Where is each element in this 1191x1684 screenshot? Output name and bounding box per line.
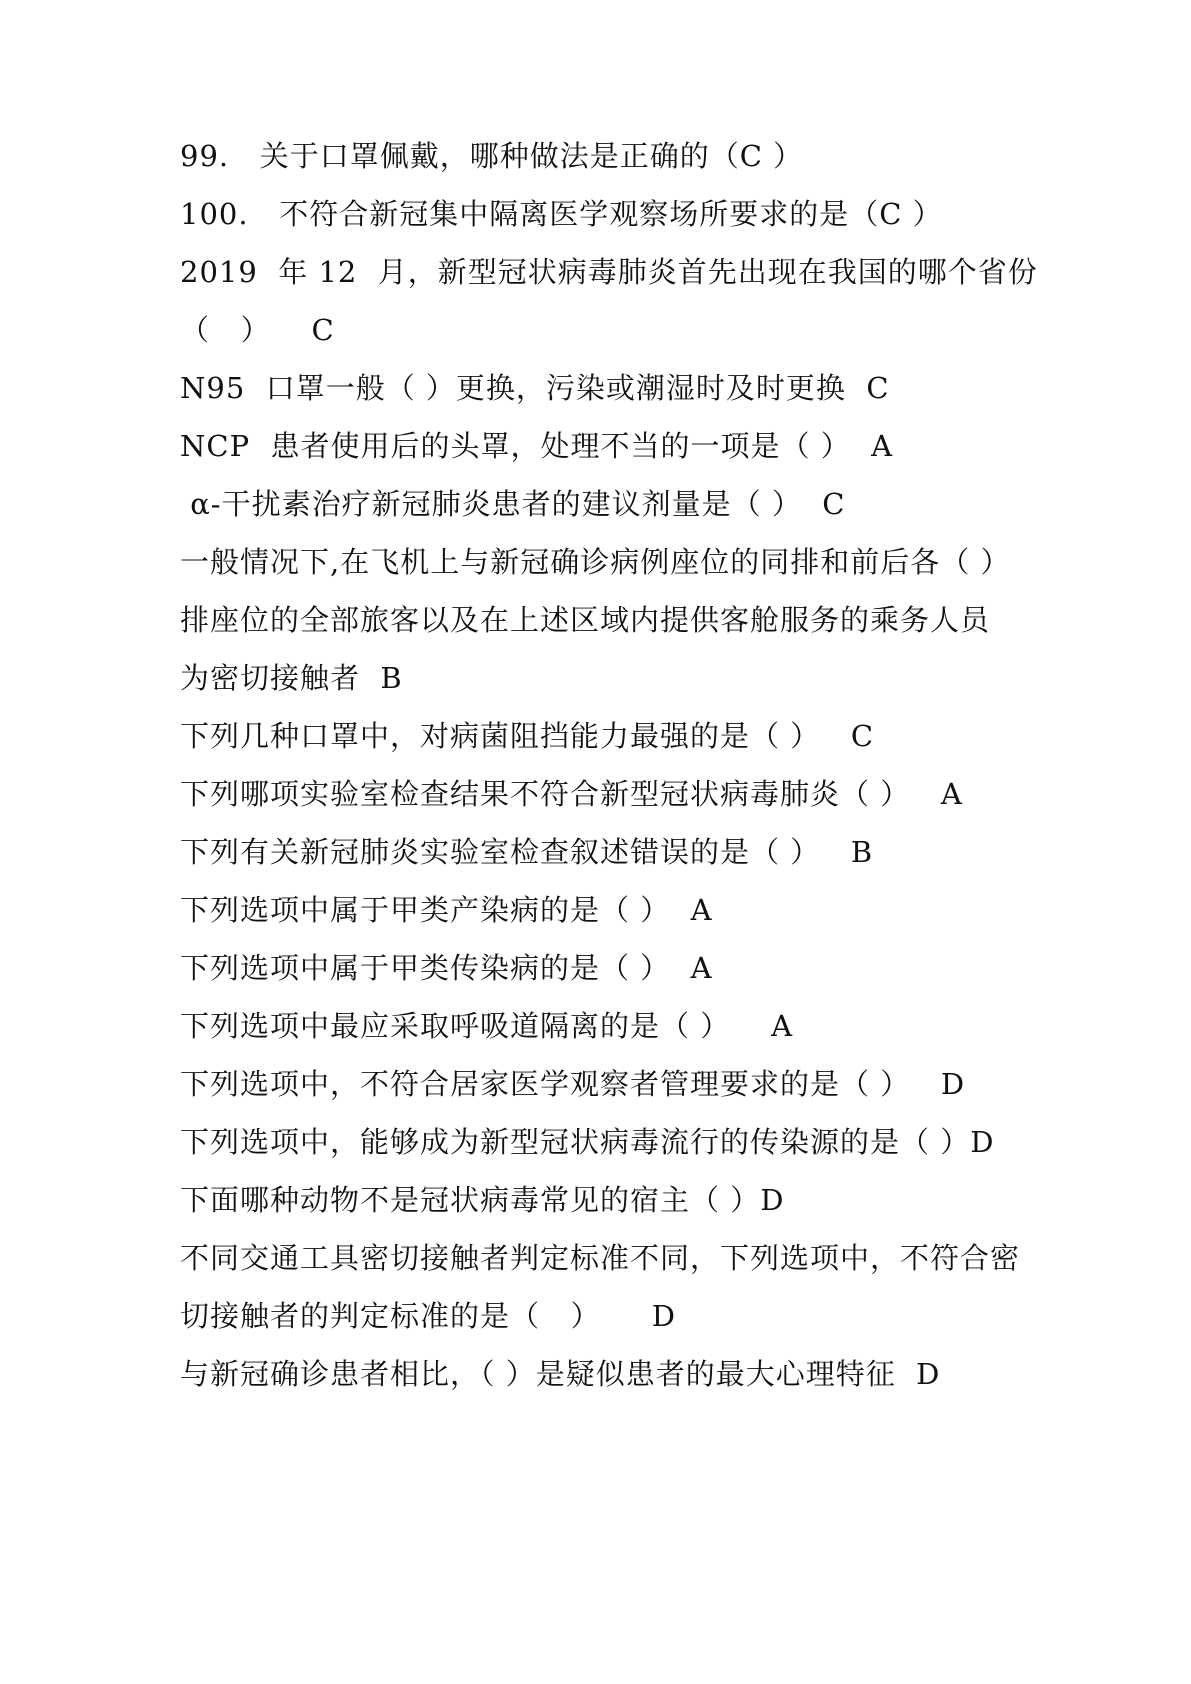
- question-class-a-disease-1: 下列选项中属于甲类产染病的是（ ） A: [180, 893, 713, 927]
- question-suspected-patient-psychology: 与新冠确诊患者相比，（ ）是疑似患者的最大心理特征 D: [180, 1357, 941, 1391]
- question-100: 100. 不符合新冠集中隔离医学观察场所要求的是（C ）: [180, 197, 943, 231]
- question-transport-contacts-line-1: 不同交通工具密切接触者判定标准不同，下列选项中，不符合密: [180, 1241, 1021, 1275]
- question-home-observation: 下列选项中，不符合居家医学观察者管理要求的是（ ） D: [180, 1067, 966, 1101]
- question-flight-contacts-line-3: 为密切接触者 B: [180, 661, 403, 695]
- question-respiratory-isolation: 下列选项中最应采取呼吸道隔离的是（ ） A: [180, 1009, 794, 1043]
- question-origin-province-answer: （ ） C: [180, 313, 335, 347]
- question-lab-description: 下列有关新冠肺炎实验室检查叙述错误的是（ ） B: [180, 835, 874, 869]
- question-flight-contacts-line-2: 排座位的全部旅客以及在上述区域内提供客舱服务的乘务人员: [180, 603, 991, 637]
- question-99: 99. 关于口罩佩戴，哪种做法是正确的（C ）: [180, 139, 804, 173]
- question-class-a-disease-2: 下列选项中属于甲类传染病的是（ ） A: [180, 951, 713, 985]
- question-interferon-dose: α-干扰素治疗新冠肺炎患者的建议剂量是（ ） C: [180, 487, 846, 521]
- question-virus-host: 下面哪种动物不是冠状病毒常见的宿主（ ）D: [180, 1183, 785, 1217]
- question-flight-contacts-line-1: 一般情况下,在飞机上与新冠确诊病例座位的同排和前后各（ ）: [180, 545, 1011, 579]
- question-mask-filtering: 下列几种口罩中，对病菌阻挡能力最强的是（ ） C: [180, 719, 875, 753]
- question-lab-results: 下列哪项实验室检查结果不符合新型冠状病毒肺炎（ ） A: [180, 777, 963, 811]
- question-origin-province: 2019 年 12 月，新型冠状病毒肺炎首先出现在我国的哪个省份: [180, 255, 1038, 289]
- question-n95-mask: N95 口罩一般（ ）更换，污染或潮湿时及时更换 C: [180, 371, 890, 405]
- question-ncp-hood: NCP 患者使用后的头罩，处理不当的一项是（ ） A: [180, 429, 894, 463]
- question-infection-source: 下列选项中，能够成为新型冠状病毒流行的传染源的是（ ）D: [180, 1125, 995, 1159]
- question-transport-contacts-line-2: 切接触者的判定标准的是（ ） D: [180, 1299, 676, 1333]
